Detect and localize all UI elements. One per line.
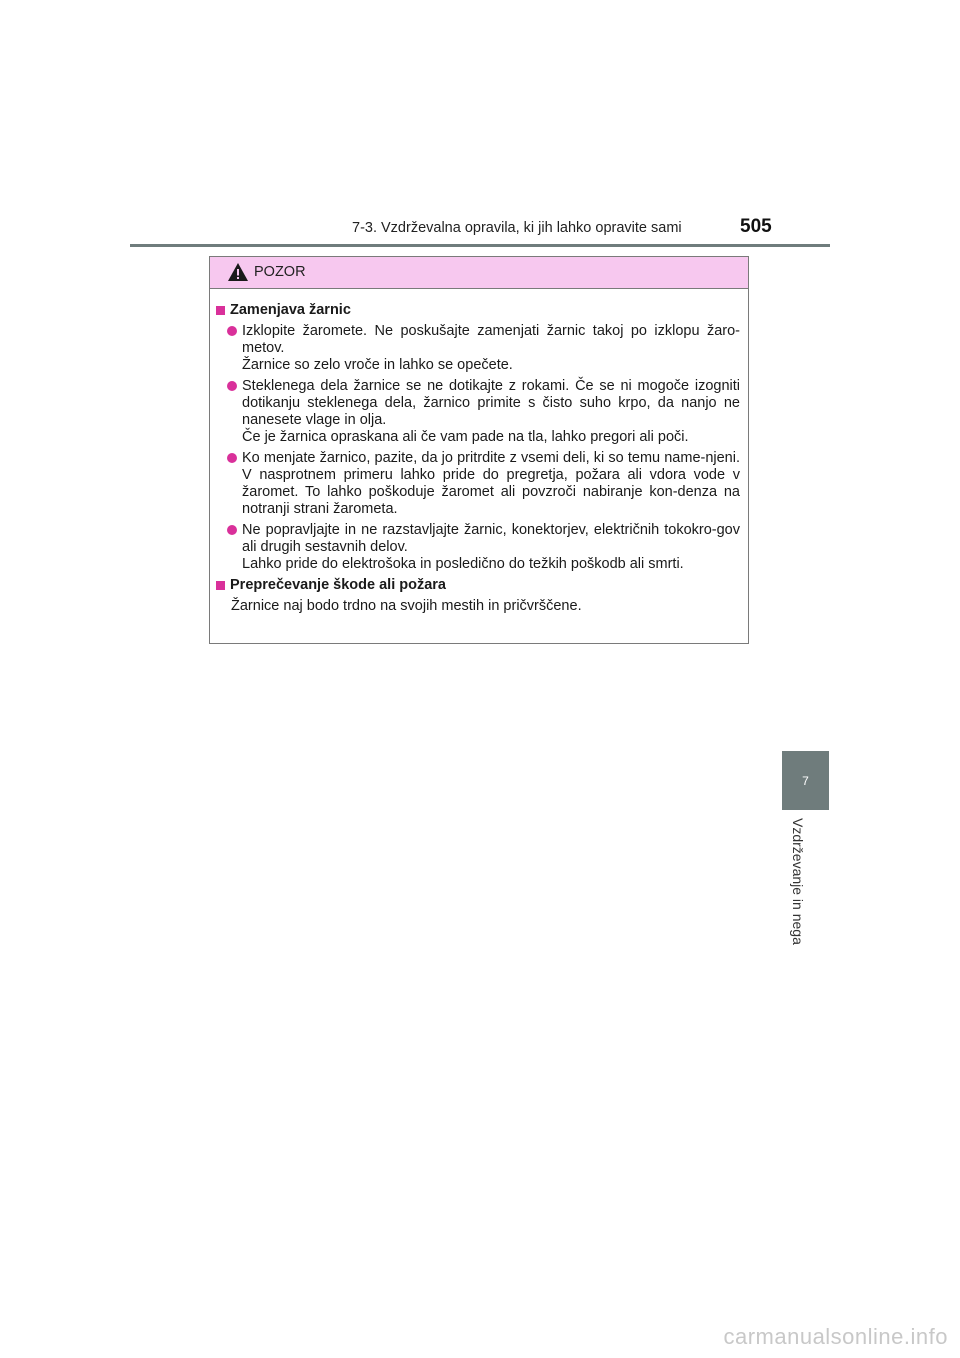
circle-bullet-icon <box>227 381 237 391</box>
section-heading-text: Preprečevanje škode ali požara <box>230 577 446 593</box>
list-item-text <box>242 450 740 518</box>
caution-header <box>210 257 748 289</box>
chapter-header-title: 7-3. Vzdrževalna opravila, ki jih lahko opravite sami <box>352 220 682 236</box>
page-number: 505 <box>740 216 772 237</box>
paragraph: Žarnice so zelo vroče in lahko se opečete. <box>242 357 513 373</box>
caution-body <box>210 289 748 615</box>
list-item <box>216 522 740 573</box>
paragraph: Če je žarnica opraskana ali če vam pade na tla, lahko pregori ali poči. <box>242 429 689 445</box>
list-item <box>216 378 740 446</box>
header-rule <box>130 244 830 247</box>
list-item-text <box>242 378 740 446</box>
list-item <box>216 323 740 374</box>
paragraph: Žarnice naj bodo trdno na svojih mestih in pričvrščene. <box>231 598 582 614</box>
caution-box <box>209 256 749 644</box>
chapter-side-label: Vzdrževanje in nega <box>790 818 806 945</box>
chapter-tab <box>782 751 829 810</box>
caution-label: POZOR <box>254 264 306 280</box>
chapter-number: 7 <box>802 773 809 788</box>
list-item <box>216 450 740 518</box>
square-bullet-icon <box>216 306 225 315</box>
square-bullet-icon <box>216 581 225 590</box>
section-heading-bulb-replacement <box>216 302 740 319</box>
section-heading-text: Zamenjava žarnic <box>230 302 351 318</box>
paragraph: Ne popravljajte in ne razstavljajte žarnic, konektorjev, električnih tokokro-gov ali drugih sestavnih delov. <box>242 522 740 555</box>
circle-bullet-icon <box>227 525 237 535</box>
circle-bullet-icon <box>227 326 237 336</box>
paragraph: Lahko pride do elektrošoka in posledično do težkih poškodb ali smrti. <box>242 556 684 572</box>
section-heading-damage-prevention <box>216 577 740 594</box>
list-item-text <box>242 522 740 573</box>
paragraph: Ko menjate žarnico, pazite, da jo pritrdite z vsemi deli, ki so temu name-njeni. V nasprotnem primeru lahko pride do pregretja, požara ali vdora vode v žaromet. To lahko poškoduje žaromet ali povzroči nabiranje kon-denza na notranji strani žarometa. <box>242 450 740 517</box>
watermark: carmanualsonline.info <box>723 1324 948 1349</box>
paragraph: Izklopite žaromete. Ne poskušajte zamenjati žarnic takoj po izklopu žaro-metov. <box>242 323 740 356</box>
paragraph: Steklenega dela žarnice se ne dotikajte z rokami. Če se ni mogoče izogniti dotikanju steklenega dela, žarnico primite s čisto suho krpo, da nanjo ne nanesete vlage in olja. <box>242 378 740 428</box>
warning-triangle-icon <box>227 262 249 282</box>
list-item-text <box>242 323 740 374</box>
circle-bullet-icon <box>227 453 237 463</box>
